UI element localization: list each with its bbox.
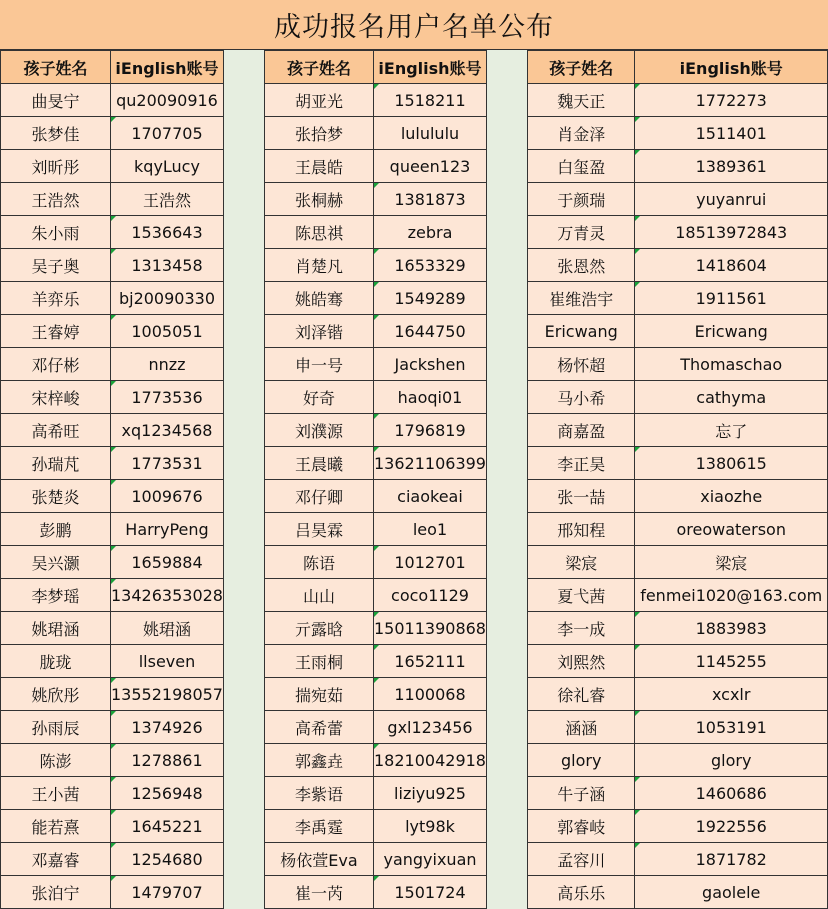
child-name-cell: 孙瑞芃 [1, 447, 111, 480]
table-row [265, 348, 487, 381]
child-name-cell: 肖楚凡 [265, 249, 374, 282]
table-row [528, 579, 828, 612]
account-cell: HarryPeng [111, 513, 224, 546]
child-name-cell: 吴子奥 [1, 249, 111, 282]
account-cell: gaolele [635, 876, 828, 909]
account-cell: 1707705 [111, 117, 224, 150]
child-name-cell: 刘泽锴 [265, 315, 374, 348]
user-table-1 [0, 50, 224, 909]
header-child-name: 孩子姓名 [1, 51, 111, 84]
child-name-cell: Ericwang [528, 315, 635, 348]
header-account: iEnglish账号 [111, 51, 224, 84]
account-cell: Ericwang [635, 315, 828, 348]
table-row [528, 513, 828, 546]
account-cell: 1549289 [374, 282, 487, 315]
account-cell: 1278861 [111, 744, 224, 777]
table-row [1, 678, 224, 711]
table-row [1, 546, 224, 579]
table-row [1, 414, 224, 447]
account-cell: Thomaschao [635, 348, 828, 381]
table-row [265, 645, 487, 678]
table-row [265, 216, 487, 249]
table-row [1, 810, 224, 843]
child-name-cell: 曲旻宁 [1, 84, 111, 117]
child-name-cell: 王晨曦 [265, 447, 374, 480]
table-row [1, 150, 224, 183]
table-row [265, 447, 487, 480]
account-cell: 梁宸 [635, 546, 828, 579]
table-row [265, 744, 487, 777]
account-cell: yangyixuan [374, 843, 487, 876]
table-row [1, 117, 224, 150]
account-cell: haoqi01 [374, 381, 487, 414]
table-row [265, 777, 487, 810]
child-name-cell: 商嘉盈 [528, 414, 635, 447]
table-row [265, 876, 487, 909]
table-row [528, 612, 828, 645]
table-row [1, 216, 224, 249]
table-row [265, 480, 487, 513]
account-cell: 1256948 [111, 777, 224, 810]
account-cell: 姚珺涵 [111, 612, 224, 645]
account-cell: 1922556 [635, 810, 828, 843]
account-cell: bj20090330 [111, 282, 224, 315]
account-cell: 1644750 [374, 315, 487, 348]
table-row [265, 678, 487, 711]
child-name-cell: 张一喆 [528, 480, 635, 513]
child-name-cell: 魏天正 [528, 84, 635, 117]
account-cell: 1653329 [374, 249, 487, 282]
table-row [528, 645, 828, 678]
child-name-cell: 夏弋茜 [528, 579, 635, 612]
account-cell: 忘了 [635, 414, 828, 447]
account-cell: 1389361 [635, 150, 828, 183]
table-row [528, 546, 828, 579]
account-cell: 1012701 [374, 546, 487, 579]
table-row [528, 480, 828, 513]
child-name-cell: 姚珺涵 [1, 612, 111, 645]
account-cell: leo1 [374, 513, 487, 546]
table-row [265, 84, 487, 117]
child-name-cell: 涵涵 [528, 711, 635, 744]
child-name-cell: 徐礼睿 [528, 678, 635, 711]
table-row [528, 744, 828, 777]
table-row [1, 513, 224, 546]
table-header-row [528, 51, 828, 84]
child-name-cell: 王晨皓 [265, 150, 374, 183]
account-cell: 1911561 [635, 282, 828, 315]
account-cell: Jackshen [374, 348, 487, 381]
account-cell: 18513972843 [635, 216, 828, 249]
child-name-cell: 张桐赫 [265, 183, 374, 216]
child-name-cell: 白玺盈 [528, 150, 635, 183]
child-name-cell: 陈澎 [1, 744, 111, 777]
child-name-cell: 孟容川 [528, 843, 635, 876]
account-cell: cathyma [635, 381, 828, 414]
child-name-cell: 羊弈乐 [1, 282, 111, 315]
child-name-cell: 姚欣彤 [1, 678, 111, 711]
child-name-cell: 陈语 [265, 546, 374, 579]
child-name-cell: 肖金泽 [528, 117, 635, 150]
table-row [265, 414, 487, 447]
header-account: iEnglish账号 [635, 51, 828, 84]
table-row [528, 414, 828, 447]
table-row [528, 348, 828, 381]
child-name-cell: 王雨桐 [265, 645, 374, 678]
table-row [1, 711, 224, 744]
child-name-cell: 杨依萱Eva [265, 843, 374, 876]
account-cell: 1380615 [635, 447, 828, 480]
account-cell: ciaokeai [374, 480, 487, 513]
account-cell: 1100068 [374, 678, 487, 711]
table-row [1, 183, 224, 216]
table-row [528, 810, 828, 843]
account-cell: 1511401 [635, 117, 828, 150]
account-cell: 1518211 [374, 84, 487, 117]
table-row [265, 282, 487, 315]
table-row [528, 777, 828, 810]
child-name-cell: 吴兴灏 [1, 546, 111, 579]
table-row [1, 612, 224, 645]
child-name-cell: 山山 [265, 579, 374, 612]
child-name-cell: 崔一芮 [265, 876, 374, 909]
table-row [1, 315, 224, 348]
child-name-cell: 张梦佳 [1, 117, 111, 150]
child-name-cell: 李梦瑶 [1, 579, 111, 612]
account-cell: 1374926 [111, 711, 224, 744]
child-name-cell: 刘昕彤 [1, 150, 111, 183]
account-cell: 王浩然 [111, 183, 224, 216]
child-name-cell: 高希蕾 [265, 711, 374, 744]
table-row [1, 381, 224, 414]
table-row [265, 810, 487, 843]
child-name-cell: 邓仔卿 [265, 480, 374, 513]
child-name-cell: 陈思祺 [265, 216, 374, 249]
table-row [265, 546, 487, 579]
child-name-cell: 申一号 [265, 348, 374, 381]
table-row [265, 183, 487, 216]
account-cell: lyt98k [374, 810, 487, 843]
child-name-cell: 彭鹏 [1, 513, 111, 546]
account-cell: 1652111 [374, 645, 487, 678]
child-name-cell: 李禹霆 [265, 810, 374, 843]
account-cell: 1772273 [635, 84, 828, 117]
table-row [265, 843, 487, 876]
child-name-cell: 朱小雨 [1, 216, 111, 249]
child-name-cell: 揣宛茹 [265, 678, 374, 711]
account-cell: zebra [374, 216, 487, 249]
child-name-cell: 孙雨辰 [1, 711, 111, 744]
account-cell: nnzz [111, 348, 224, 381]
child-name-cell: 张楚炎 [1, 480, 111, 513]
account-cell: 1381873 [374, 183, 487, 216]
page-title: 成功报名用户名单公布 [0, 0, 828, 50]
table-header-row [265, 51, 487, 84]
child-name-cell: 李一成 [528, 612, 635, 645]
account-cell: liziyu925 [374, 777, 487, 810]
table-row [528, 315, 828, 348]
account-cell: 1005051 [111, 315, 224, 348]
account-cell: 1536643 [111, 216, 224, 249]
child-name-cell: 宋梓峻 [1, 381, 111, 414]
account-cell: gxl123456 [374, 711, 487, 744]
account-cell: 1773536 [111, 381, 224, 414]
account-cell: 1871782 [635, 843, 828, 876]
child-name-cell: 张拾梦 [265, 117, 374, 150]
child-name-cell: 刘熙然 [528, 645, 635, 678]
table-row [1, 480, 224, 513]
child-name-cell: 好奇 [265, 381, 374, 414]
account-cell: xiaozhe [635, 480, 828, 513]
child-name-cell: 王浩然 [1, 183, 111, 216]
account-cell: 1009676 [111, 480, 224, 513]
child-name-cell: 高希旺 [1, 414, 111, 447]
table-row [265, 249, 487, 282]
table-row [528, 216, 828, 249]
table-row [265, 612, 487, 645]
child-name-cell: 李紫语 [265, 777, 374, 810]
table-row [528, 381, 828, 414]
child-name-cell: 亓露晗 [265, 612, 374, 645]
child-name-cell: 姚皓骞 [265, 282, 374, 315]
table-row [528, 282, 828, 315]
account-cell: 1883983 [635, 612, 828, 645]
child-name-cell: 胧珑 [1, 645, 111, 678]
table-row [1, 579, 224, 612]
child-name-cell: 张泊宁 [1, 876, 111, 909]
table-row [265, 513, 487, 546]
table-row [528, 711, 828, 744]
child-name-cell: 王睿婷 [1, 315, 111, 348]
child-name-cell: 高乐乐 [528, 876, 635, 909]
account-cell: lulululu [374, 117, 487, 150]
table-row [1, 876, 224, 909]
child-name-cell: 刘濮源 [265, 414, 374, 447]
account-cell: 15011390868 [374, 612, 487, 645]
header-child-name: 孩子姓名 [528, 51, 635, 84]
header-account: iEnglish账号 [374, 51, 487, 84]
table-row [528, 447, 828, 480]
child-name-cell: 王小茜 [1, 777, 111, 810]
child-name-cell: 牛子涵 [528, 777, 635, 810]
account-cell: 13552198057 [111, 678, 224, 711]
table-row [528, 150, 828, 183]
account-cell: xq1234568 [111, 414, 224, 447]
table-row [1, 843, 224, 876]
table-row [1, 84, 224, 117]
account-cell: 1313458 [111, 249, 224, 282]
child-name-cell: 杨怀超 [528, 348, 635, 381]
account-cell: glory [635, 744, 828, 777]
child-name-cell: 吕昊霖 [265, 513, 374, 546]
child-name-cell: 邓嘉睿 [1, 843, 111, 876]
account-cell: yuyanrui [635, 183, 828, 216]
table-row [1, 744, 224, 777]
account-cell: 13426353028 [111, 579, 224, 612]
child-name-cell: 郭鑫垚 [265, 744, 374, 777]
table-row [528, 84, 828, 117]
table-row [265, 711, 487, 744]
account-cell: 1645221 [111, 810, 224, 843]
account-cell: 18210042918 [374, 744, 487, 777]
account-cell: coco1129 [374, 579, 487, 612]
table-row [1, 777, 224, 810]
child-name-cell: 崔维浩宇 [528, 282, 635, 315]
table-row [528, 843, 828, 876]
child-name-cell: glory [528, 744, 635, 777]
table-row [528, 117, 828, 150]
account-cell: 1145255 [635, 645, 828, 678]
table-row [265, 117, 487, 150]
table-row [528, 183, 828, 216]
account-cell: 1659884 [111, 546, 224, 579]
account-cell: fenmei1020@163.com [635, 579, 828, 612]
account-cell: queen123 [374, 150, 487, 183]
child-name-cell: 胡亚光 [265, 84, 374, 117]
child-name-cell: 能若熹 [1, 810, 111, 843]
header-child-name: 孩子姓名 [265, 51, 374, 84]
table-row [528, 876, 828, 909]
account-cell: 1501724 [374, 876, 487, 909]
child-name-cell: 郭睿岐 [528, 810, 635, 843]
table-row [1, 282, 224, 315]
table-row [1, 645, 224, 678]
account-cell: 1479707 [111, 876, 224, 909]
account-cell: llseven [111, 645, 224, 678]
child-name-cell: 于颜瑞 [528, 183, 635, 216]
table-row [1, 249, 224, 282]
child-name-cell: 邢知程 [528, 513, 635, 546]
account-cell: 1418604 [635, 249, 828, 282]
table-row [265, 579, 487, 612]
account-cell: 13621106399 [374, 447, 487, 480]
table-row [265, 381, 487, 414]
user-table-2 [264, 50, 487, 909]
account-cell: 1460686 [635, 777, 828, 810]
child-name-cell: 万青灵 [528, 216, 635, 249]
table-row [528, 249, 828, 282]
table-row [1, 348, 224, 381]
table-row [265, 315, 487, 348]
table-header-row [1, 51, 224, 84]
account-cell: 1796819 [374, 414, 487, 447]
child-name-cell: 马小希 [528, 381, 635, 414]
user-table-3 [527, 50, 828, 909]
child-name-cell: 梁宸 [528, 546, 635, 579]
account-cell: xcxlr [635, 678, 828, 711]
account-cell: 1773531 [111, 447, 224, 480]
account-cell: qu20090916 [111, 84, 224, 117]
child-name-cell: 邓仔彬 [1, 348, 111, 381]
account-cell: 1254680 [111, 843, 224, 876]
table-row [1, 447, 224, 480]
account-cell: oreowaterson [635, 513, 828, 546]
table-row [528, 678, 828, 711]
account-cell: kqyLucy [111, 150, 224, 183]
account-cell: 1053191 [635, 711, 828, 744]
table-row [265, 150, 487, 183]
child-name-cell: 张恩然 [528, 249, 635, 282]
child-name-cell: 李正昊 [528, 447, 635, 480]
